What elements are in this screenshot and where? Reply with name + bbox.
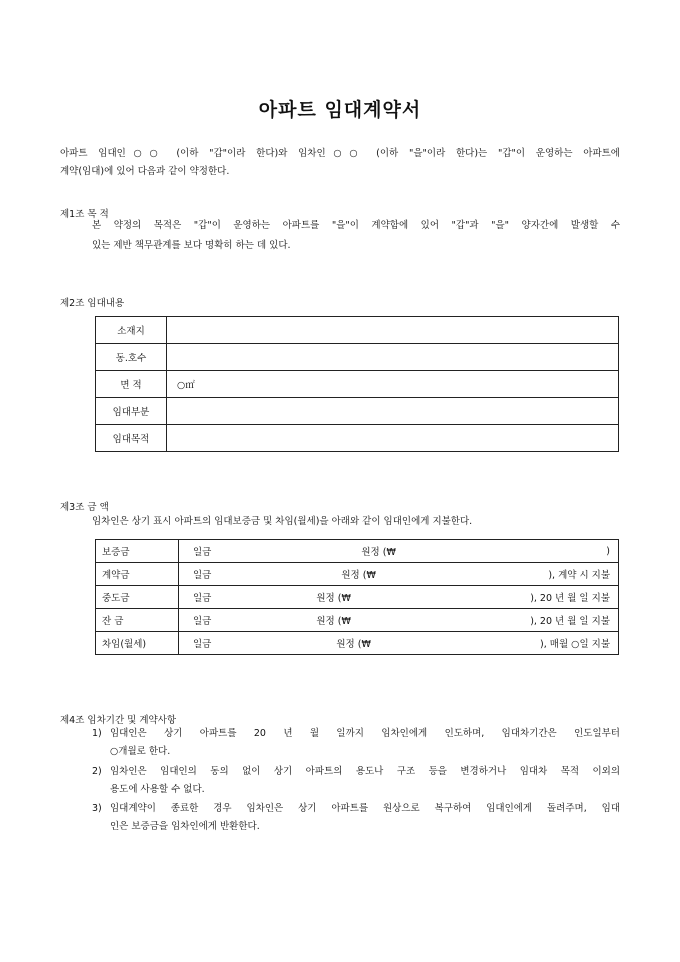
row-label: 임대부분 bbox=[96, 398, 167, 425]
table-row bbox=[96, 609, 619, 632]
item-number: 2) bbox=[92, 766, 102, 777]
amount-text: 일금 bbox=[193, 593, 212, 604]
payment-terms: ), 계약 시 지불 bbox=[548, 570, 610, 581]
item-2-line-2: 용도에 사용할 수 없다. bbox=[110, 784, 205, 795]
row-value: ○㎡ bbox=[167, 371, 619, 398]
payment-terms: ), 20 년 월 일 지불 bbox=[530, 593, 610, 604]
intro-line-2: 계약(임대)에 있어 다음과 같이 약정한다. bbox=[60, 166, 230, 177]
article-3-description: 임차인은 상기 표시 아파트의 임대보증금 및 차임(월세)을 아래와 같이 임대인에게 지불한다. bbox=[92, 516, 473, 527]
won-text: 원정 (₩ bbox=[316, 593, 351, 604]
payment-terms: ) bbox=[606, 545, 610, 557]
item-3-line-2: 인은 보증금을 임차인에게 반환한다. bbox=[110, 821, 260, 832]
amount-text: 일금 bbox=[193, 547, 212, 558]
document-title: 아파트 임대계약서 bbox=[258, 99, 422, 121]
payment-label: 잔 금 bbox=[96, 609, 179, 632]
won-text: 원정 (₩ bbox=[316, 616, 351, 627]
article-3-heading: 제3조 금 액 bbox=[60, 502, 109, 513]
lease-details-table bbox=[95, 316, 619, 452]
payment-label: 계약금 bbox=[96, 563, 179, 586]
payment-label: 차임(월세) bbox=[96, 632, 179, 655]
item-number: 3) bbox=[92, 803, 102, 814]
won-text: 원정 (₩ bbox=[341, 570, 376, 581]
payment-terms: ), 매월 ○일 지불 bbox=[540, 639, 610, 650]
won-text: 원정 (₩ bbox=[336, 639, 371, 650]
intro-line-1: 아파트 임대인○○ (이하 "갑"이라 한다)와 임차인○○ (이하 "을"이라 한다)는 "갑"이 운영하는 아파트에 bbox=[60, 148, 620, 159]
table-row bbox=[96, 563, 619, 586]
item-1-line-2: ○개월로 한다. bbox=[110, 746, 171, 757]
item-number: 1) bbox=[92, 728, 102, 739]
row-label: 소재지 bbox=[96, 317, 167, 344]
table-row bbox=[96, 632, 619, 655]
row-value bbox=[167, 344, 619, 371]
payment-label: 중도금 bbox=[96, 586, 179, 609]
table-row bbox=[96, 317, 619, 344]
row-value bbox=[167, 398, 619, 425]
row-label: 임대목적 bbox=[96, 425, 167, 452]
article-1-heading: 제1조 목 적 bbox=[60, 209, 109, 220]
table-row bbox=[96, 425, 619, 452]
amount-text: 일금 bbox=[193, 639, 212, 650]
item-2-line-1: 임차인은 임대인의 동의 없이 상기 아파트의 용도나 구조 등을 변경하거나 임대차 목적 이외의 bbox=[110, 766, 620, 777]
article-1-line-1: 본 약정의 목적은 "갑"이 운영하는 아파트를 "을"이 계약함에 있어 "갑"과 "을" 양자간에 발생할 수 bbox=[92, 220, 620, 231]
payment-terms: ), 20 년 월 일 지불 bbox=[530, 616, 610, 627]
row-label: 면 적 bbox=[96, 371, 167, 398]
table-row bbox=[96, 398, 619, 425]
row-label: 동.호수 bbox=[96, 344, 167, 371]
table-row bbox=[96, 586, 619, 609]
row-value bbox=[167, 317, 619, 344]
article-4-heading: 제4조 임차기간 및 계약사항 bbox=[60, 715, 177, 726]
row-value bbox=[167, 425, 619, 452]
article-2-heading: 제2조 임대내용 bbox=[60, 298, 125, 309]
item-1-line-1: 임대인은 상기 아파트를 20 년 월 일까지 임차인에게 인도하며, 임대차기간은 인도일부터 bbox=[110, 728, 620, 739]
amount-text: 일금 bbox=[193, 616, 212, 627]
table-row bbox=[96, 540, 619, 563]
won-text: 원정 (₩ bbox=[361, 547, 396, 558]
item-3-line-1: 임대계약이 종료한 경우 임차인은 상기 아파트를 원상으로 복구하여 임대인에게 돌려주며, 임대 bbox=[110, 803, 620, 814]
table-row bbox=[96, 371, 619, 398]
payment-label: 보증금 bbox=[96, 540, 179, 563]
amount-text: 일금 bbox=[193, 570, 212, 581]
payment-table bbox=[95, 539, 619, 655]
article-1-line-2: 있는 제반 책무관계를 보다 명확히 하는 데 있다. bbox=[92, 240, 291, 251]
table-row bbox=[96, 344, 619, 371]
